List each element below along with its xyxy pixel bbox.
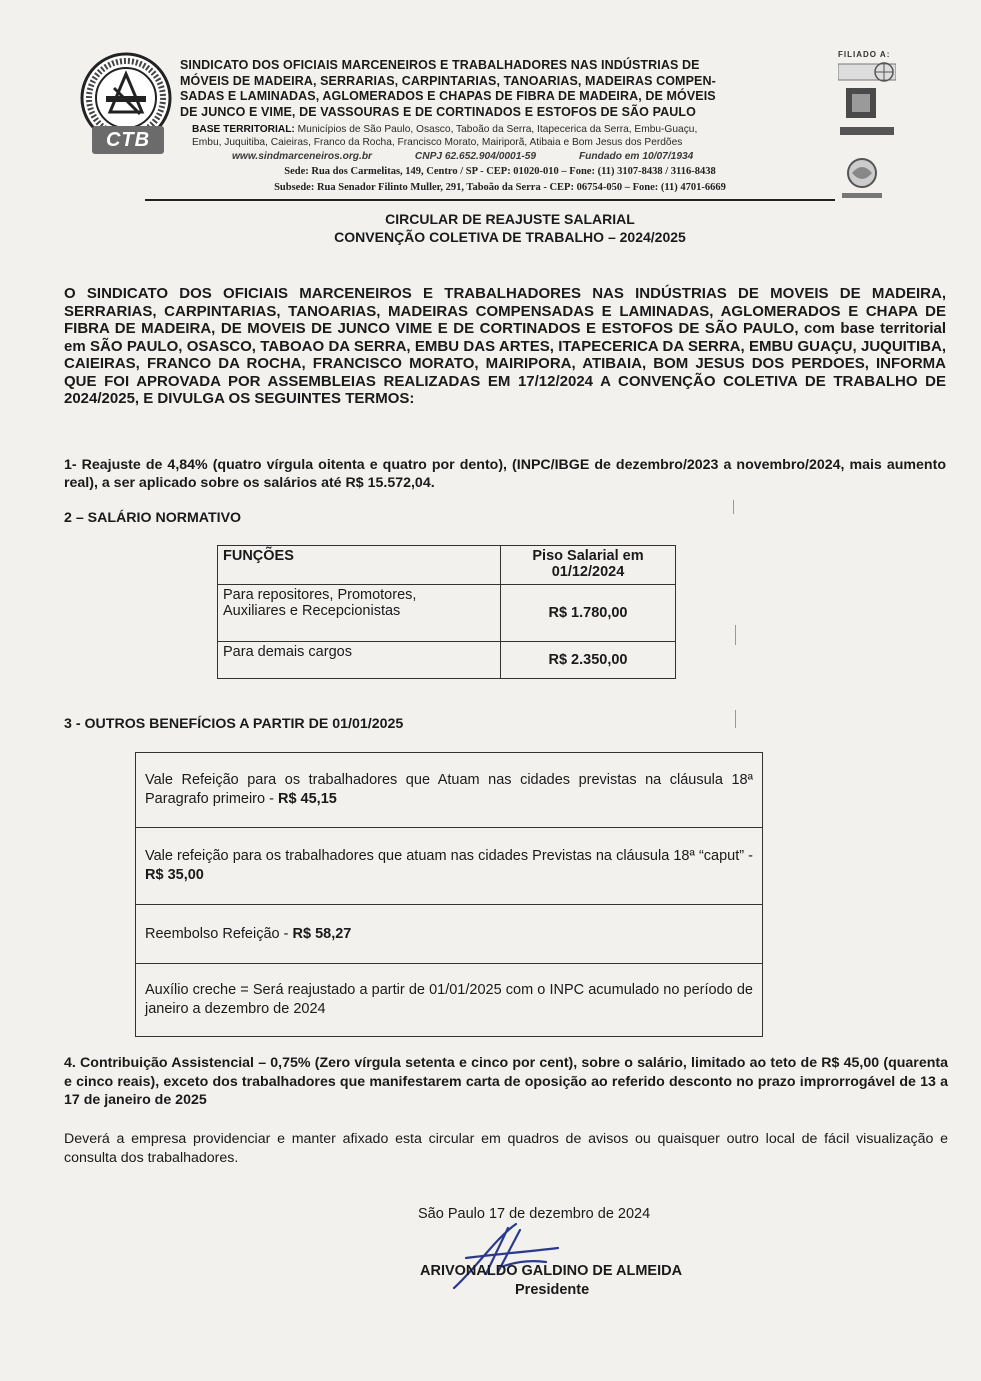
contact-info-row [232,151,792,162]
globe-affiliate-logo [838,60,896,84]
ctb-logo: CTB [92,126,164,154]
salary-floor-value: R$ 1.780,00 [501,585,676,642]
territory-line: Municípios de São Paulo, Osasco, Taboão da Serra, Itapecerica da Serra, Embu-Guaçu, [297,124,698,135]
affiliate-logo-3 [838,123,896,139]
scan-artifact [735,625,736,645]
branch-address: Subsede: Rua Senador Filinto Muller, 291, Taboão da Serra - CEP: 06754-050 – Fone: (11) 4701-6669 [274,182,726,193]
headquarters-address: Sede: Rua dos Carmelitas, 149, Centro / SP - CEP: 01020-010 – Fone: (11) 3107-8438 / 3116-8438 [284,166,716,177]
territory-line: Embu, Juquitiba, Caieiras, Franco da Rocha, Francisco Morato, Mairiporã, Atibaia e Bom Jesus dos Perdões [192,136,683,148]
benefit-text: Vale refeição para os trabalhadores que atuam nas cidades Previstas na cláusula 18ª “caput” - [145,848,753,864]
benefit-item [136,963,762,1036]
union-name [180,58,820,120]
benefit-value: R$ 58,27 [292,925,352,942]
section-3-heading: 3 - OUTROS BENEFÍCIOS A PARTIR DE 01/01/2025 [64,716,404,732]
salary-floor-header-line: 01/12/2024 [551,564,625,580]
feticom-logo [838,155,896,201]
salary-floor-table [217,545,676,679]
benefit-text: Auxílio creche = Será reajustado a partir de 01/01/2025 com o INPC acumulado no período de janeiro a dezembro de 2024 [145,982,753,1017]
affiliated-label: FILIADO A: [838,50,891,59]
column-header-functions: FUNÇÕES [218,546,501,585]
item-4-assistance-contribution: 4. Contribuição Assistencial – 0,75% (Zero vírgula setenta e cinco por cent), sobre o salário, limitado ao teto de R$ 45,00 (quarenta e cinco reais), exceto dos trabalhadores que manifestarem carta de oposição ao referido desconto no prazo improrrogável de 13 a 17 de janeiro de 2025 [64,1055,948,1108]
section-2-heading: 2 – SALÁRIO NORMATIVO [64,510,242,526]
benefit-item [136,904,762,963]
benefit-value: R$ 45,15 [277,791,337,807]
scan-artifact [733,500,734,514]
function-cell [218,585,501,642]
signatory-name: ARIVONALDO GALDINO DE ALMEIDA [420,1263,683,1279]
salary-floor-value: R$ 2.350,00 [501,642,676,679]
signatory-role: Presidente [515,1282,590,1298]
column-header-salary-floor [501,546,676,585]
benefits-box [135,752,763,1037]
title-line-2: CONVENÇÃO COLETIVA DE TRABALHO – 2024/2025 [334,229,686,245]
benefit-item [136,753,762,827]
union-name-line: DE JUNCO E VIME, DE VASSOURAS E DE CORTINADOS E ESTOFOS DE SÃO PAULO [180,104,696,119]
union-name-line: SADAS E LAMINADAS, AGLOMERADOS E CHAPAS DE FIBRA DE MADEIRA, DE MÓVEIS [180,89,716,103]
signature-date: São Paulo 17 de dezembro de 2024 [418,1206,651,1222]
founded-text: Fundado em 10/07/1934 [578,151,694,162]
function-cell [218,642,501,679]
item-1-salary-adjustment: 1- Reajuste de 4,84% (quatro vírgula oitenta e quatro por dento), (INPC/IBGE de dezembro/2023 a novembro/2024, mais aumento real), a ser aplicado sobre os salários até R$ 15.572,04. [64,457,946,491]
territorial-base [192,124,822,149]
title-line-1: CIRCULAR DE REAJUSTE SALARIAL [385,211,635,227]
table-row [218,642,676,679]
function-line: Para repositores, Promotores, [223,587,417,603]
function-line: Para demais cargos [223,644,352,660]
benefit-text: Reembolso Refeição - [145,925,293,942]
benefit-text: Vale Refeição para os trabalhadores que Atuam nas cidades previstas na cláusula 18ª Paragrafo primeiro - [145,772,753,807]
union-name-line: SINDICATO DOS OFICIAIS MARCENEIROS E TRABALHADORES NAS INDÚSTRIAS DE [180,58,700,72]
header-divider [145,199,835,201]
function-line: Auxiliares e Recepcionistas [223,603,401,619]
table-row [218,585,676,642]
document-title [200,210,820,246]
scan-artifact [735,710,736,728]
affiliate-logo-2 [838,86,896,120]
territory-label: BASE TERRITORIAL: [192,124,295,135]
benefit-value: R$ 35,00 [145,867,204,883]
table-header-row [218,546,676,585]
website-text: www.sindmarceneiros.org.br [232,151,373,162]
salary-floor-header-line: Piso Salarial em [532,548,644,564]
posting-notice: Deverá a empresa providenciar e manter afixado esta circular em quadros de avisos ou quaisquer outro local de fácil visualização e consulta dos trabalhadores. [64,1131,948,1166]
cnpj-text: CNPJ 62.652.904/0001-59 [414,151,537,162]
benefit-item [136,827,762,904]
union-name-line: MÓVEIS DE MADEIRA, SERRARIAS, CARPINTARIAS, TANOARIAS, MADEIRAS COMPEN- [180,73,716,88]
intro-paragraph: O SINDICATO DOS OFICIAIS MARCENEIROS E TRABALHADORES NAS INDÚSTRIAS DE MOVEIS DE MADEIRA, SERRARIAS, CARPINTARIAS, TANOARIAS, MADEIRAS COMPENSADAS E LAMINADAS, AGLOMERADOS E CHAPA DE FIBRA DE MADEIRA, DE MOVEIS DE JUNCO VIME E DE CORTINADOS E ESTOFOS DE SÃO PAULO, com base territorial em SÃO PAULO, OSASCO, TABOAO DA SERRA, EMBU DAS ARTES, ITAPECERICA DA SERRA, EMBU GUAÇU, JUQUITIBA, CAIEIRAS, FRANCO DA ROCHA, FRANCISCO MORATO, MAIRIPORA, ATIBAIA, BOM JESUS DOS PERDOES, INFORMA QUE FOI APROVADA POR ASSEMBLEIAS REALIZADAS EM 17/12/2024 A CONVENÇÃO COLETIVA DE TRABALHO DE 2024/2025, E DIVULGA OS SEGUINTES TERMOS: [64,285,946,407]
